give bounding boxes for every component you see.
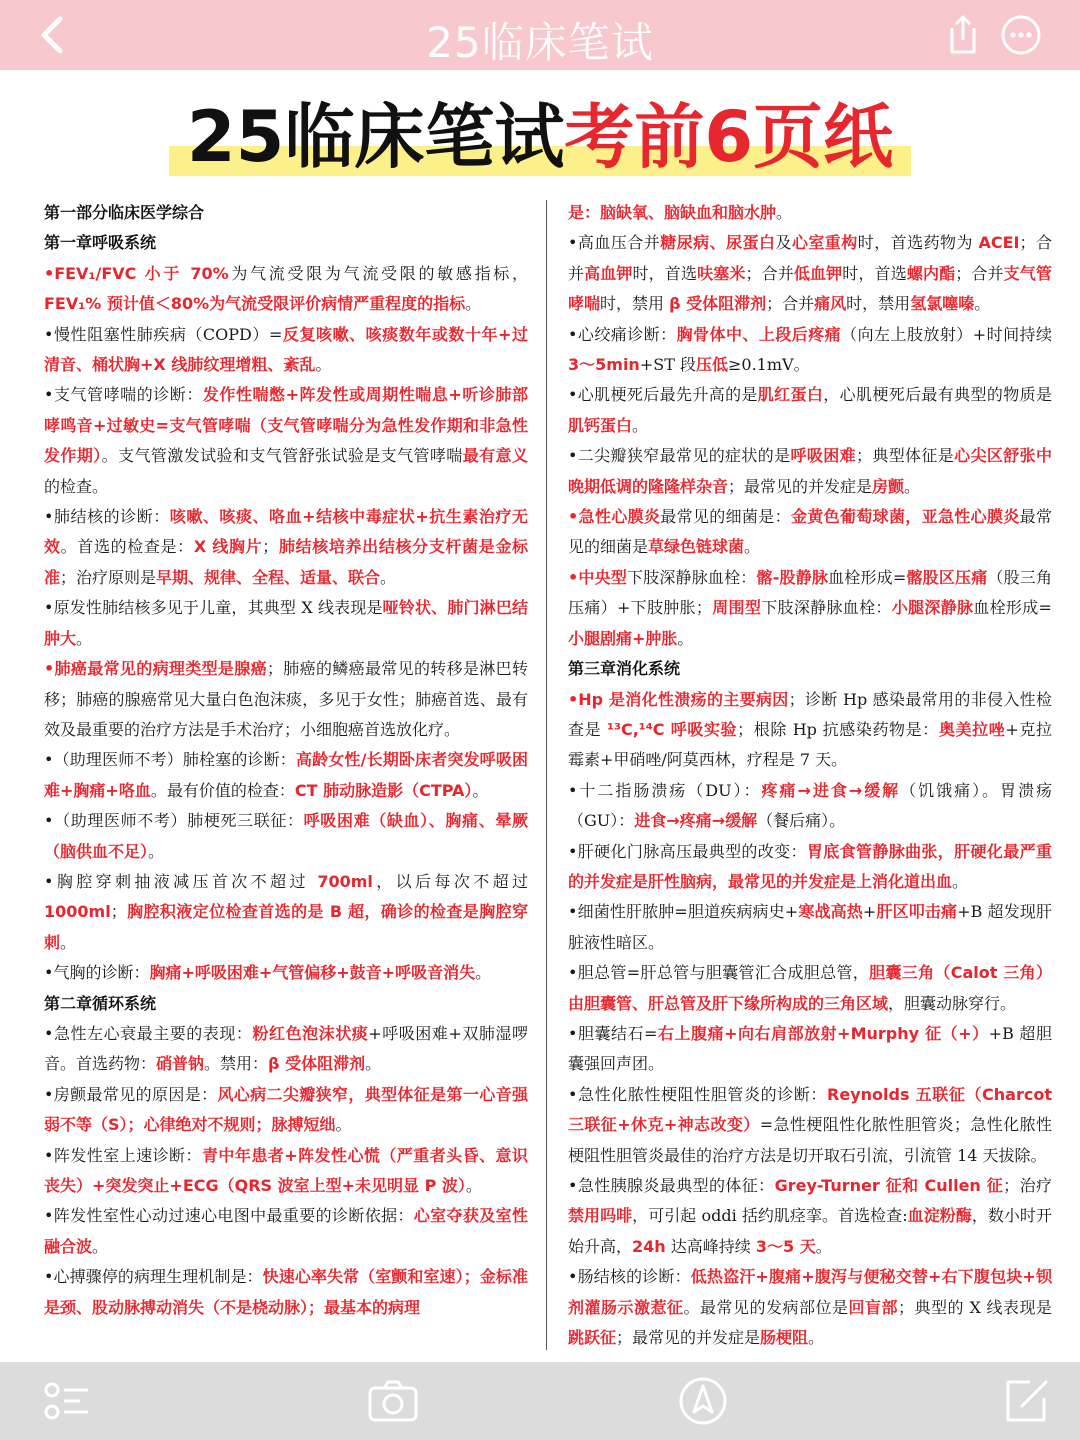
- note-paragraph: [568, 776, 1052, 837]
- body-text: 。: [60, 932, 77, 952]
- body-text: 的检查。: [44, 476, 109, 496]
- note-paragraph: [44, 1080, 528, 1141]
- body-text: 。: [632, 415, 649, 435]
- share-button[interactable]: [938, 12, 984, 58]
- body-text: 第二章循环系统: [44, 993, 157, 1013]
- body-text: •急性化脓性梗阻性胆管炎的诊断：: [568, 1084, 828, 1104]
- highlight-text: FEV₁% 预计值＜80%为气流受限评价病情严重程度的指标: [44, 294, 466, 314]
- note-paragraph: [568, 441, 1052, 502]
- body-text: 时，首选: [632, 263, 698, 283]
- body-text: +B 超发现肝脏液性暗区。: [568, 902, 1052, 952]
- highlight-text: 呼吸困难: [790, 446, 856, 466]
- edit-icon: [1000, 1374, 1054, 1428]
- highlight-text: 快速心率失常（室颤和室速）；金标准是颈、股动脉搏动消失（不是桡动脉）；最基本的病理: [44, 1267, 528, 1317]
- body-text: •支气管哮喘的诊断：: [44, 385, 203, 405]
- body-text: •胸腔穿刺抽液减压首次不超过: [44, 871, 318, 891]
- highlight-text: 跳跃征: [568, 1328, 617, 1348]
- highlight-text: 3～5 天: [755, 1236, 816, 1256]
- highlight-text: 高血钾: [584, 263, 633, 283]
- headline: [0, 92, 1080, 182]
- body-text: •房颤最常见的原因是：: [44, 1084, 218, 1104]
- right-column: [568, 198, 1052, 1353]
- note-paragraph: [568, 958, 1052, 1019]
- body-text: 。: [904, 476, 921, 496]
- window-title: 25临床笔试: [426, 18, 654, 67]
- note-paragraph: [568, 320, 1052, 381]
- highlight-text: 发作性喘憋+阵发性或周期性喘息+听诊肺部哮鸣音+过敏史=支气管哮喘（支气管哮喘分为急性发作期和非急性发作期）: [44, 385, 528, 466]
- highlight-text: 700ml: [317, 871, 373, 891]
- note-paragraph: [568, 198, 1052, 228]
- note-paragraph: [44, 806, 528, 867]
- body-text: +呼吸困难+双肺湿啰音。首选药物：: [44, 1023, 528, 1074]
- body-text: 。: [475, 963, 492, 983]
- body-text: ；: [262, 537, 279, 557]
- body-text: 血栓形成=: [973, 598, 1052, 618]
- body-text: •（助理医师不考）肺栓塞的诊断：: [44, 750, 296, 770]
- highlight-text: •FEV₁/FVC 小于 70%: [44, 263, 229, 283]
- body-text: ；合并: [766, 294, 815, 314]
- body-text: •气胸的诊断：: [44, 963, 150, 983]
- highlight-text: 肌钙蛋白: [568, 415, 633, 435]
- body-text: +B 超胆囊强回声团。: [568, 1023, 1052, 1074]
- highlight-text: 糖尿病、尿蛋白: [660, 233, 776, 253]
- highlight-text: 粉红色泡沫状痰: [252, 1023, 369, 1043]
- note-paragraph: [568, 837, 1052, 898]
- highlight-text: 胃底食管静脉曲张，肝硬化最严重的并发症是肝性脑病，最常见的并发症是上消化道出血: [568, 841, 1052, 891]
- highlight-text: 反复咳嗽、咳痰数年或数十年+过清音、桶状胸+X 线肺纹理增粗、紊乱: [44, 324, 528, 375]
- highlight-text: 肝区叩击痛: [876, 902, 958, 922]
- section-heading: [44, 989, 528, 1019]
- body-text: 。: [808, 1328, 825, 1348]
- highlight-text: ¹³C,¹⁴C 呼吸实验: [606, 719, 738, 739]
- highlight-text: Grey-Turner 征和 Cullen 征: [774, 1176, 1004, 1195]
- body-text: 时，禁用: [846, 294, 911, 314]
- note-paragraph: [44, 654, 528, 745]
- body-text: •高血压合并: [568, 233, 661, 253]
- note-paragraph: [568, 228, 1052, 319]
- highlight-text: 是：脑缺氧、脑缺血和脑水肿: [568, 203, 777, 222]
- body-text: •慢性阻塞性肺疾病（COPD）=: [44, 324, 283, 344]
- body-text: 。: [677, 628, 694, 648]
- highlight-text: 疼痛→进食→缓解: [761, 780, 901, 800]
- highlight-text: 胆囊三角（Calot 三角）由胆囊管、肝总管及肝下缘所构成的三角区域: [568, 963, 1052, 1013]
- highlight-text: 寒战高热: [798, 902, 863, 922]
- note-paragraph: [568, 685, 1052, 776]
- body-text: 。最有价值的检查：: [150, 780, 295, 800]
- body-text: •急性左心衰最主要的表现：: [44, 1023, 253, 1043]
- body-text: ，胆囊动脉穿行。: [888, 993, 1017, 1013]
- highlight-text: 高龄女性/长期卧床者突发呼吸困难+胸痛+咯血: [44, 750, 528, 800]
- headline-red: 考前6页纸: [564, 96, 894, 178]
- highlight-text: 心尖区舒张中晚期低调的隆隆样杂音: [568, 446, 1052, 496]
- body-text: ；合并: [568, 233, 1052, 283]
- body-text: 第一部分临床医学综合: [44, 203, 205, 222]
- note-paragraph: [44, 1262, 528, 1323]
- body-text: ；肺癌的鳞癌最常见的转移是淋巴转移；肺癌的腺癌常见大量白色泡沫痰，多见于女性；肺癌首选、最有效及最重要的治疗方法是手术治疗；小细胞癌首选放化疗。: [44, 659, 528, 739]
- highlight-text: 心室重构: [791, 233, 858, 253]
- body-text: 。: [952, 871, 969, 891]
- highlight-text: 髂-股静脉: [756, 567, 829, 587]
- body-text: 。: [815, 1236, 832, 1256]
- highlight-text: ACEI: [978, 233, 1020, 253]
- body-text: +克拉霉素+甲硝唑/阿莫西林，疗程是 7 天。: [568, 719, 1052, 770]
- body-text: ；典型的 X 线表现是: [897, 1297, 1052, 1317]
- body-text: 血栓形成=: [828, 567, 907, 587]
- list-button[interactable]: [40, 1374, 94, 1428]
- body-text: 时，禁用: [600, 294, 670, 314]
- camera-icon: [366, 1374, 420, 1428]
- highlight-text: 咳嗽、咳痰、咯血+结核中毒症状+抗生素治疗无效: [44, 507, 528, 557]
- body-text: ，以后每次不超过: [372, 871, 528, 891]
- more-button[interactable]: [998, 12, 1044, 58]
- highlight-text: X 线胸片: [193, 537, 263, 557]
- body-text: 。首选的检查是：: [60, 537, 194, 557]
- highlight-text: 压低: [695, 355, 728, 375]
- body-text: 。最常见的发病部位是: [683, 1297, 849, 1317]
- body-text: 。: [472, 780, 489, 800]
- note-paragraph: [568, 380, 1052, 441]
- body-text: 。: [465, 294, 482, 314]
- note-paragraph: [568, 1171, 1052, 1262]
- body-text: 。禁用：: [204, 1054, 269, 1074]
- body-text: 。: [465, 1176, 482, 1195]
- headline-text: [187, 96, 893, 178]
- body-text: （股三角压痛）+下肢肿胀；: [568, 567, 1052, 618]
- highlight-text: 哑铃状、肺门淋巴结肿大: [44, 598, 528, 648]
- bottom-toolbar: [0, 1362, 1080, 1440]
- highlight-text: 早期、规律、全程、适量、联合: [156, 567, 381, 587]
- note-paragraph: [44, 380, 528, 502]
- note-paragraph: [44, 1201, 528, 1262]
- left-column: [44, 198, 528, 1323]
- body-text: •心搏骤停的病理生理机制是：: [44, 1267, 263, 1287]
- body-text: ；根除 Hp 抗感染药物是：: [737, 719, 939, 739]
- body-text: •心肌梗死后最先升高的是: [568, 385, 758, 405]
- highlight-text: 髂股区压痛: [906, 567, 988, 587]
- note-paragraph: [568, 897, 1052, 958]
- compass-icon: [676, 1374, 730, 1428]
- body-text: 时，首选药物为: [857, 233, 979, 253]
- highlight-text: •急性心膜炎: [568, 507, 661, 527]
- highlight-text: 风心病二尖瓣狭窄，典型体征是第一心音强弱不等（S）；心律绝对不规则；脉搏短绌: [44, 1084, 528, 1135]
- body-text: ；治疗原则是: [60, 567, 157, 587]
- body-text: 最常见的细菌是：: [660, 507, 791, 527]
- highlight-text: Reynolds 五联征（Charcot 三联征+休克+神志改变）: [568, 1084, 1052, 1135]
- headline-black: 25临床笔试: [186, 96, 565, 178]
- compass-button[interactable]: [676, 1374, 730, 1428]
- body-text: 最常见的细菌是: [568, 507, 1052, 557]
- body-text: +: [862, 902, 877, 922]
- document-page: [44, 198, 1054, 1356]
- body-text: =急性梗阻性化脓性胆管炎；急性化脓性梗阻性胆管炎最佳的治疗方法是切开取石引流，引流管 14 天拔除。: [568, 1115, 1052, 1165]
- highlight-text: 奥美拉唑: [938, 719, 1006, 739]
- body-text: •胆总管=肝总管与胆囊管汇合成胆总管，: [568, 963, 870, 983]
- body-text: •原发性肺结核多见于儿童，其典型 X 线表现是: [44, 598, 383, 618]
- body-text: 。: [776, 203, 793, 222]
- section-heading: [568, 654, 1052, 684]
- body-text: 。: [365, 1054, 382, 1074]
- highlight-text: β 受体阻滞剂: [669, 294, 767, 314]
- body-text: •急性胰腺炎最典型的体征：: [568, 1176, 775, 1195]
- body-text: 。: [76, 628, 93, 648]
- highlight-text: 血淀粉酶: [907, 1206, 972, 1226]
- section-heading: [44, 228, 528, 258]
- camera-button[interactable]: [366, 1374, 420, 1428]
- note-paragraph: [44, 1019, 528, 1080]
- highlight-text: 氢氯噻嗪: [910, 294, 975, 314]
- body-text: ；治疗: [1003, 1176, 1052, 1195]
- body-text: 时，首选: [842, 263, 907, 283]
- highlight-text: 螺内酯: [906, 263, 956, 283]
- body-text: 达高峰持续: [665, 1236, 756, 1256]
- body-text: 。: [315, 355, 332, 375]
- body-text: •阵发性室上速诊断：: [44, 1145, 202, 1165]
- body-text: 第一章呼吸系统: [44, 233, 157, 253]
- headline-wrap: [187, 92, 893, 182]
- body-text: 。: [335, 1115, 352, 1135]
- highlight-text: 进食→疼痛→缓解: [634, 811, 758, 831]
- body-text: ；最常见的并发症是: [728, 476, 873, 496]
- body-text: ；最常见的并发症是: [616, 1328, 761, 1348]
- body-text: •肠结核的诊断：: [568, 1267, 691, 1287]
- note-paragraph: [44, 745, 528, 806]
- body-text: 。: [974, 294, 991, 314]
- body-text: ；合并: [745, 263, 794, 283]
- highlight-text: 肺结核培养出结核分支杆菌是金标准: [44, 537, 528, 587]
- note-paragraph: [44, 958, 528, 988]
- body-text: ；合并: [955, 263, 1004, 283]
- body-text: •肝硬化门脉高压最典型的改变：: [568, 841, 807, 861]
- highlight-text: 3～5min: [568, 355, 640, 375]
- highlight-text: 右上腹痛+向右肩部放射+Murphy 征（+）: [657, 1023, 989, 1043]
- body-text: ，可引起 oddi 括约肌痉挛。首选检查:: [632, 1206, 908, 1226]
- highlight-text: 禁用吗啡: [568, 1206, 633, 1226]
- body-text: 为气流受限为气流受限的敏感指标，: [228, 263, 528, 283]
- highlight-text: 胸骨体中、上段后疼痛: [676, 324, 842, 344]
- highlight-text: •Hp 是消化性溃疡的主要病因: [568, 689, 789, 709]
- body-text: ，数小时开始升高，: [568, 1206, 1052, 1256]
- body-text: 。: [744, 537, 761, 557]
- list-icon: [40, 1374, 94, 1428]
- highlight-text: 硝普钠: [156, 1054, 205, 1074]
- body-text: 。: [380, 567, 397, 587]
- highlight-text: 低血钾: [793, 263, 843, 283]
- body-text: ；诊断 Hp 感染最常用的非侵入性检查是: [568, 689, 1052, 739]
- highlight-text: 房颤: [872, 476, 905, 496]
- highlight-text: β 受体阻滞剂: [268, 1054, 366, 1074]
- more-icon: [998, 12, 1044, 58]
- body-text: •十二指肠溃疡（DU）：: [568, 780, 762, 800]
- body-text: ；: [110, 902, 127, 922]
- note-paragraph: [44, 867, 528, 958]
- highlight-text: 痛风: [814, 294, 847, 314]
- highlight-text: CT 肺动脉造影（CTPA）: [294, 780, 473, 800]
- note-paragraph: [568, 1019, 1052, 1080]
- top-bar: [0, 0, 1080, 70]
- highlight-text: 1000ml: [44, 902, 111, 922]
- highlight-text: 支气管哮喘: [568, 263, 1052, 314]
- highlight-text: •肺癌最常见的病理类型是腺癌: [44, 659, 267, 679]
- note-paragraph: [568, 563, 1052, 654]
- note-paragraph: [568, 1080, 1052, 1171]
- body-text: •细菌性肝脓肿=胆道疾病病史+: [568, 902, 799, 922]
- body-text: （饥饿痛）。胃溃疡（GU）：: [568, 780, 1052, 831]
- column-divider: [546, 200, 547, 1350]
- highlight-text: 青中年患者+阵发性心慌（严重者头昏、意识丧失）+突发突止+ECG（QRS 波室上型+未见明显 P 波）: [44, 1145, 528, 1195]
- body-text: ≥0.1mV。: [727, 355, 810, 375]
- highlight-text: 金黄色葡萄球菌，亚急性心膜炎: [790, 507, 1020, 527]
- highlight-text: 肠梗阻: [760, 1328, 809, 1348]
- share-icon: [938, 12, 984, 58]
- body-text: ，心肌梗死后最有典型的物质是: [823, 385, 1052, 405]
- note-paragraph: [568, 1262, 1052, 1353]
- highlight-text: 呋塞米: [697, 263, 746, 283]
- section-heading: [44, 198, 528, 228]
- body-text: 及: [775, 233, 792, 253]
- body-text: •心绞痛诊断：: [568, 324, 677, 344]
- body-text: ；典型体征是: [855, 446, 955, 466]
- body-text: 下肢深静脉血栓：: [626, 567, 757, 587]
- note-paragraph: [44, 502, 528, 593]
- highlight-text: 心室夺获及室性融合波: [44, 1206, 528, 1256]
- highlight-text: 回盲部: [848, 1297, 898, 1317]
- highlight-text: 低热盗汗+腹痛+腹泻与便秘交替+右下腹包块+钡剂灌肠示激惹征: [568, 1267, 1052, 1317]
- highlight-text: 呼吸困难（缺血）、胸痛、晕厥（脑供血不足）: [44, 811, 528, 861]
- edit-button[interactable]: [1000, 1374, 1054, 1428]
- body-text: •二尖瓣狭窄最常见的症状的是: [568, 446, 791, 466]
- highlight-text: 胸腔积液定位检查首选的是 B 超，确诊的检查是胸腔穿刺: [44, 902, 528, 952]
- highlight-text: 草绿色链球菌: [648, 537, 745, 557]
- highlight-text: 周围型: [711, 598, 762, 618]
- body-text: +ST 段: [639, 355, 696, 375]
- body-text: （餐后痛）。: [757, 811, 846, 831]
- body-text: •阵发性室性心动过速心电图中最重要的诊断依据：: [44, 1206, 414, 1226]
- body-text: 。支气管激发试验和支气管舒张试验是支气管哮喘: [101, 446, 463, 466]
- highlight-text: 胸痛+呼吸困难+气管偏移+鼓音+呼吸音消失: [149, 963, 476, 983]
- body-text: •（助理医师不考）肺梗死三联征：: [44, 811, 304, 831]
- body-text: 第三章消化系统: [568, 659, 681, 679]
- highlight-text: 最有意义: [462, 446, 528, 466]
- body-text: （向左上肢放射）+时间持续: [841, 324, 1052, 344]
- body-text: •胆囊结石=: [568, 1023, 658, 1043]
- note-paragraph: [44, 593, 528, 654]
- highlight-text: •中央型: [568, 567, 627, 587]
- note-paragraph: [568, 502, 1052, 563]
- body-text: 。: [92, 1236, 109, 1256]
- note-paragraph: [44, 1141, 528, 1202]
- note-paragraph: [44, 259, 528, 320]
- highlight-text: 小腿剧痛+肿胀: [568, 628, 678, 648]
- body-text: 下肢深静脉血栓：: [761, 598, 892, 618]
- note-paragraph: [44, 320, 528, 381]
- body-text: •肺结核的诊断：: [44, 507, 170, 527]
- highlight-text: 小腿深静脉: [891, 598, 974, 618]
- highlight-text: 肌红蛋白: [757, 385, 824, 405]
- body-text: 。: [148, 841, 165, 861]
- highlight-text: 24h: [632, 1236, 666, 1256]
